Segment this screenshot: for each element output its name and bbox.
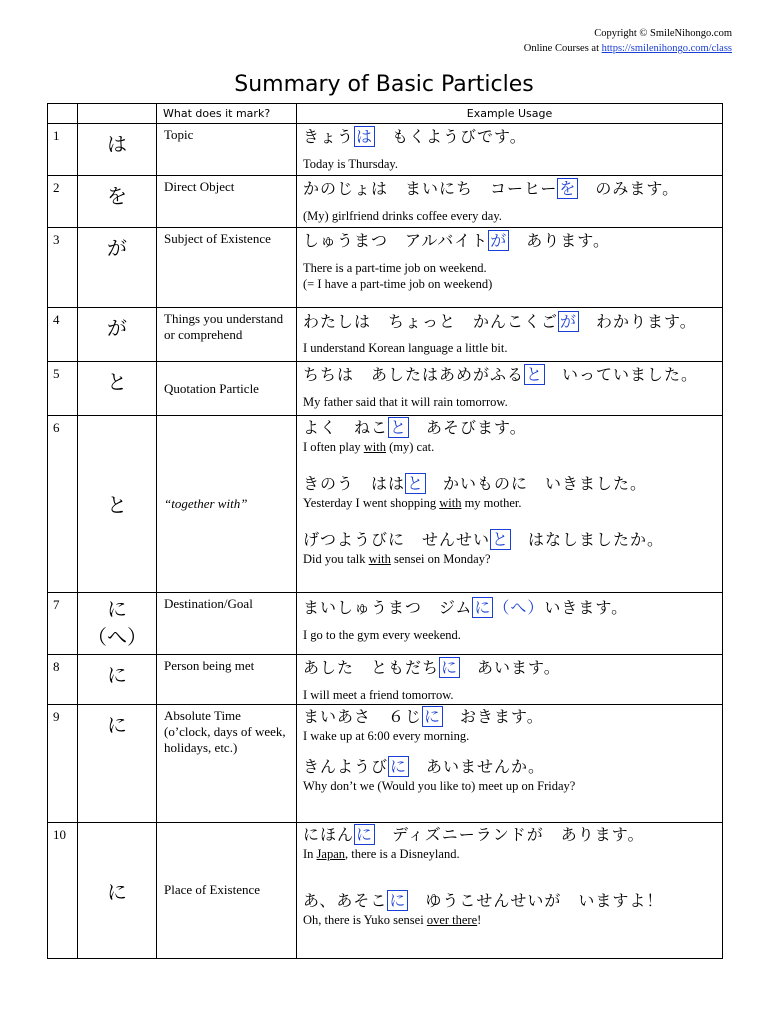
header-num bbox=[48, 104, 78, 124]
example-cell bbox=[297, 654, 723, 704]
table-row bbox=[48, 822, 723, 958]
example-jp: しゅうまつ アルバイト が あります。 bbox=[303, 231, 610, 251]
marks-label: “together with” bbox=[157, 416, 297, 592]
row-number: 4 bbox=[48, 308, 78, 362]
example-en: I understand Korean language a little bit. bbox=[303, 341, 508, 356]
example-en: Did you talk with sensei on Monday? bbox=[303, 552, 491, 567]
particle-highlight: と bbox=[492, 530, 510, 550]
example-cell bbox=[297, 124, 723, 176]
particle-highlight: が bbox=[560, 312, 578, 332]
example-en: I will meet a friend tomorrow. bbox=[303, 687, 454, 702]
example-jp: ちちは あしたはあめがふる と いっていました。 bbox=[303, 365, 699, 385]
row-number: 3 bbox=[48, 228, 78, 308]
row-number: 7 bbox=[48, 592, 78, 654]
table-row bbox=[48, 416, 723, 592]
particle-alt: （へ） bbox=[87, 624, 147, 649]
particle-highlight: に bbox=[390, 756, 408, 776]
example-jp: まいしゅうまつ ジム に （へ）いきます。 bbox=[303, 597, 629, 617]
example-jp: あした ともだち に あいます。 bbox=[303, 657, 561, 677]
marks-label: Absolute Time (o’clock, days of week, holidays, etc.) bbox=[157, 704, 297, 822]
courses-link[interactable]: https://smilenihongo.com/class bbox=[601, 43, 732, 54]
marks-label: Topic bbox=[157, 124, 297, 176]
example-en: I wake up at 6:00 every morning. bbox=[303, 728, 470, 743]
particles-table bbox=[47, 103, 723, 959]
example-en: Today is Thursday. bbox=[303, 157, 398, 172]
example-en-note: (= I have a part-time job on weekend) bbox=[303, 277, 493, 292]
particle-highlight: に bbox=[356, 824, 374, 844]
particle: と bbox=[78, 416, 157, 592]
copyright-line: Copyright © SmileNihongo.com bbox=[594, 28, 732, 39]
example-cell bbox=[297, 308, 723, 362]
particle-highlight: と bbox=[407, 474, 425, 494]
example-jp: よく ねこ と あそびます。 bbox=[303, 418, 527, 438]
table-row bbox=[48, 228, 723, 308]
example-en: Why don’t we (Would you like to) meet up on Friday? bbox=[303, 778, 576, 793]
marks-label: Destination/Goal bbox=[157, 592, 297, 654]
particle-highlight: は bbox=[356, 127, 374, 147]
particle-highlight: に bbox=[441, 657, 459, 677]
table-row bbox=[48, 654, 723, 704]
example-en: There is a part-time job on weekend. bbox=[303, 261, 487, 276]
page-title: Summary of Basic Particles bbox=[234, 72, 534, 97]
marks-label: Quotation Particle bbox=[157, 362, 297, 416]
particle: に bbox=[78, 654, 157, 704]
example-jp: にほん に ディズニーランドが あります。 bbox=[303, 824, 645, 844]
particle-highlight: と bbox=[526, 365, 544, 385]
particle: は bbox=[78, 124, 157, 176]
row-number: 5 bbox=[48, 362, 78, 416]
particle: に bbox=[78, 704, 157, 822]
example-jp: かのじょは まいにち コーヒー を のみます。 bbox=[303, 179, 680, 199]
example-en: (My) girlfriend drinks coffee every day. bbox=[303, 209, 502, 224]
row-number: 9 bbox=[48, 704, 78, 822]
example-jp: まいあさ ６じ に おきます。 bbox=[303, 706, 544, 726]
example-jp: きんようび に あいませんか。 bbox=[303, 756, 546, 776]
marks-label: Person being met bbox=[157, 654, 297, 704]
marks-label: Place of Existence bbox=[157, 822, 297, 958]
particle: が bbox=[78, 228, 157, 308]
table-row bbox=[48, 124, 723, 176]
example-en: My father said that it will rain tomorrow. bbox=[303, 395, 508, 410]
example-cell bbox=[297, 416, 723, 592]
example-cell bbox=[297, 822, 723, 958]
marks-label: Direct Object bbox=[157, 176, 297, 228]
particle-highlight: と bbox=[390, 418, 408, 438]
example-cell bbox=[297, 704, 723, 822]
header-row bbox=[48, 104, 723, 124]
table-row bbox=[48, 704, 723, 822]
particle-highlight: に bbox=[474, 597, 492, 617]
header-marks: What does it mark? bbox=[157, 104, 297, 124]
example-cell bbox=[297, 176, 723, 228]
marks-label: Subject of Existence bbox=[157, 228, 297, 308]
particle-alt-blue: （へ） bbox=[493, 597, 545, 617]
particle-highlight: に bbox=[424, 706, 442, 726]
example-cell bbox=[297, 228, 723, 308]
courses-line bbox=[524, 41, 732, 56]
courses-prefix: Online Courses at bbox=[523, 43, 602, 54]
header-usage: Example Usage bbox=[297, 104, 723, 124]
row-number: 6 bbox=[48, 416, 78, 592]
row-number: 2 bbox=[48, 176, 78, 228]
particle-highlight: に bbox=[389, 890, 407, 910]
row-number: 8 bbox=[48, 654, 78, 704]
row-number: 10 bbox=[48, 822, 78, 958]
table-row bbox=[48, 362, 723, 416]
example-jp: あ、あそこ に ゆうこせんせいが いますよ！ bbox=[303, 890, 664, 910]
row-number: 1 bbox=[48, 124, 78, 176]
example-cell bbox=[297, 362, 723, 416]
particle: と bbox=[78, 362, 157, 416]
example-en: Oh, there is Yuko sensei over there! bbox=[303, 912, 482, 927]
example-en: In Japan, there is a Disneyland. bbox=[303, 846, 460, 861]
example-jp: げつようびに せんせい と はなしましたか。 bbox=[303, 530, 665, 550]
example-en: I go to the gym every weekend. bbox=[303, 627, 461, 642]
example-jp: きょう は もくようびです。 bbox=[303, 127, 527, 147]
example-jp: きのう はは と かいものに いきました。 bbox=[303, 474, 648, 494]
particle-highlight: を bbox=[559, 179, 577, 199]
table-row bbox=[48, 176, 723, 228]
particle: が bbox=[78, 308, 157, 362]
header-particle bbox=[78, 104, 157, 124]
particle: に bbox=[78, 822, 157, 958]
marks-label: Things you understand or comprehend bbox=[157, 308, 297, 362]
particle: を bbox=[78, 176, 157, 228]
example-jp: わたしは ちょっと かんこくご が わかります。 bbox=[303, 312, 697, 332]
table-row bbox=[48, 308, 723, 362]
example-cell bbox=[297, 592, 723, 654]
table-row bbox=[48, 592, 723, 654]
example-en: Yesterday I went shopping with my mother. bbox=[303, 496, 522, 511]
particle-highlight: が bbox=[490, 231, 508, 251]
particle: に （へ） bbox=[78, 592, 157, 654]
example-en: I often play with (my) cat. bbox=[303, 440, 435, 455]
copyright-block bbox=[524, 26, 732, 56]
